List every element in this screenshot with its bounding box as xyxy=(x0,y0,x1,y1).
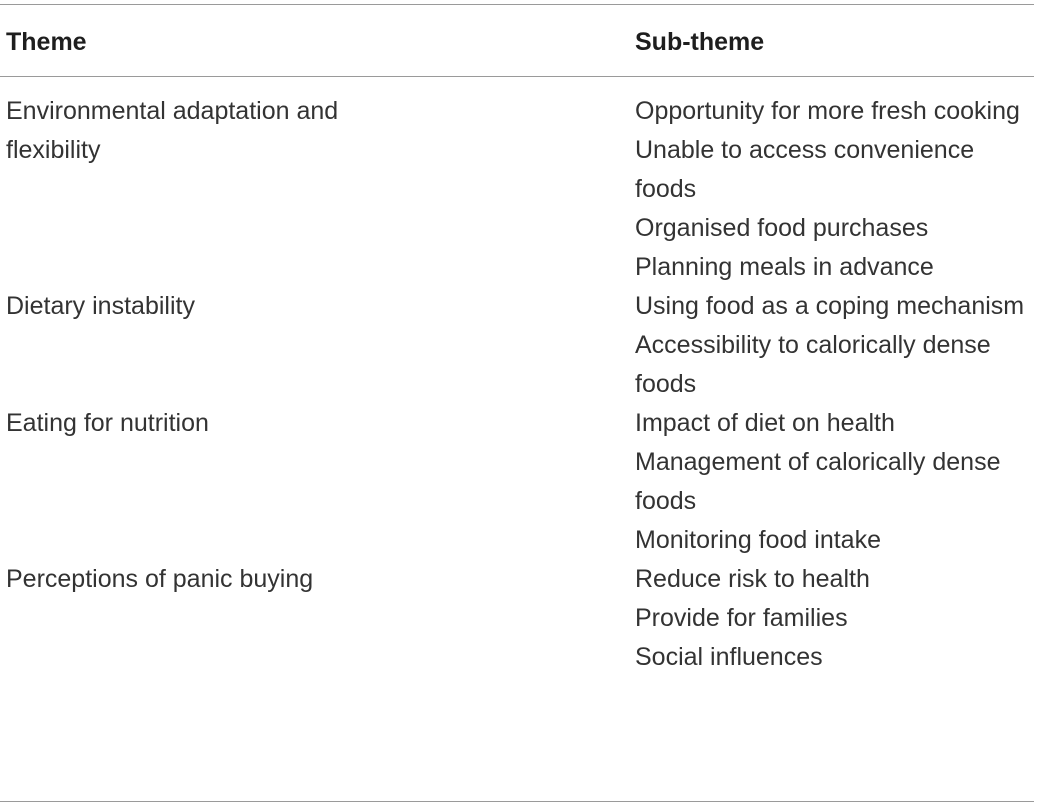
sub-theme-item: Social influences xyxy=(635,643,823,671)
sub-theme-item: Management of calorically dense foods xyxy=(635,448,1001,515)
sub-theme-item: Impact of diet on health xyxy=(635,409,895,437)
theme-text: Eating for nutrition xyxy=(6,409,209,437)
table-top-rule xyxy=(0,4,1034,5)
sub-theme-cell xyxy=(629,287,1039,404)
sub-theme-cell xyxy=(629,92,1039,287)
sub-theme-item: Provide for families xyxy=(635,604,848,632)
table-row xyxy=(0,560,1039,677)
table-row xyxy=(0,287,1039,404)
sub-theme-cell xyxy=(629,404,1039,560)
table-bottom-rule xyxy=(0,801,1034,802)
theme-cell xyxy=(0,287,629,404)
table-row xyxy=(0,92,1039,287)
sub-theme-item: Organised food purchases xyxy=(635,214,929,242)
theme-cell xyxy=(0,560,629,677)
table-body xyxy=(0,92,1039,677)
theme-cell xyxy=(0,92,629,287)
sub-theme-column-header: Sub-theme xyxy=(635,28,765,56)
theme-cell xyxy=(0,404,629,560)
sub-theme-item: Unable to access convenience foods xyxy=(635,136,975,203)
table-header-rule xyxy=(0,76,1034,77)
sub-theme-item: Accessibility to calorically dense foods xyxy=(635,331,991,398)
sub-theme-item: Opportunity for more fresh cooking xyxy=(635,97,1020,125)
sub-theme-cell xyxy=(629,560,1039,677)
theme-text: Environmental adaptation and flexibility xyxy=(6,97,339,164)
theme-text: Perceptions of panic buying xyxy=(6,565,314,593)
theme-column-header: Theme xyxy=(6,28,87,56)
sub-theme-item: Monitoring food intake xyxy=(635,526,881,554)
table-row xyxy=(0,404,1039,560)
sub-theme-item: Using food as a coping mechanism xyxy=(635,292,1025,320)
theme-text: Dietary instability xyxy=(6,292,195,320)
sub-theme-item: Planning meals in advance xyxy=(635,253,934,281)
sub-theme-item: Reduce risk to health xyxy=(635,565,870,593)
